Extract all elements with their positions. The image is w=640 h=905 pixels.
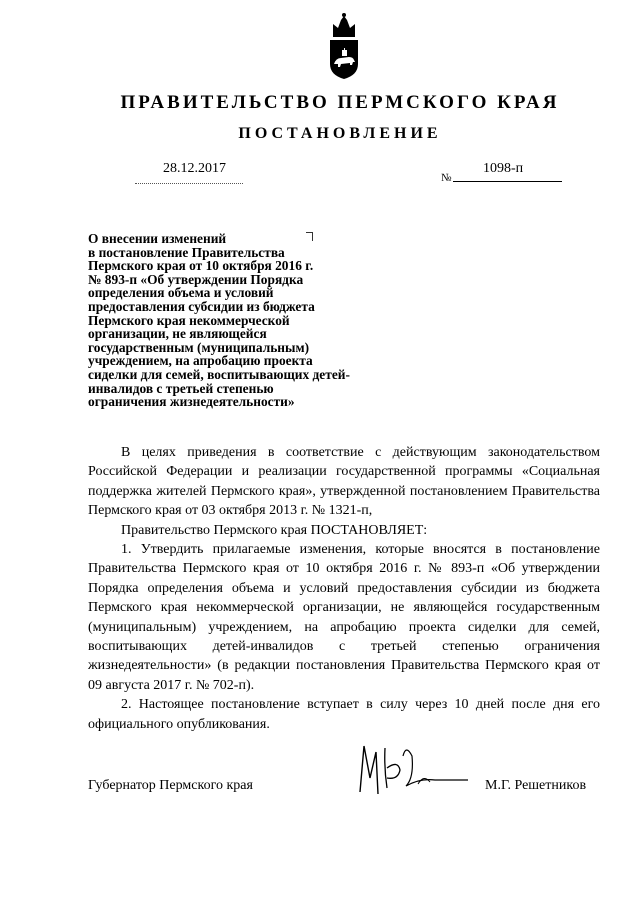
subject-line: предоставления субсидии из бюджета	[88, 298, 315, 314]
document-body	[88, 443, 600, 734]
document-date: 28.12.2017	[163, 161, 226, 176]
subject-line: сиделки для семей, воспитывающих детей-	[88, 366, 350, 382]
subject-line: организации, не являющейся	[88, 326, 267, 342]
number-underline	[453, 181, 562, 182]
signatory-position: Губернатор Пермского края	[88, 778, 253, 793]
number-sign: №	[441, 172, 452, 184]
preamble-paragraph: В целях приведения в соответствие с действующим законодательством Российской Федерации и реализации государственной программы «Социальная поддержка жителей Пермского края», утвержденной постановлением Правительства Пермского края от 03 октября 2013 г. № 1321-п,	[88, 445, 600, 519]
signatory-name: М.Г. Решетников	[485, 778, 587, 793]
subject-line: инвалидов с третьей степенью	[88, 380, 274, 396]
item-2-paragraph: 2. Настоящее постановление вступает в силу через 10 дней после дня его официального опубликования.	[88, 697, 600, 732]
subject-line: в постановление Правительства	[88, 244, 285, 260]
handwritten-signature	[340, 738, 475, 796]
decree-paragraph: Правительство Пермского края ПОСТАНОВЛЯЕТ:	[121, 522, 428, 538]
document-type: ПОСТАНОВЛЕНИЕ	[238, 125, 442, 142]
subject-line: ограничения жизнедеятельности»	[88, 394, 295, 410]
government-title: ПРАВИТЕЛЬСТВО ПЕРМСКОГО КРАЯ	[120, 92, 560, 113]
document-subject	[88, 232, 388, 409]
subject-line: определения объема и условий	[88, 285, 274, 301]
item-1-paragraph: 1. Утвердить прилагаемые изменения, которые вносятся в постановление Правительства Пермского края от 10 октября 2016 г. № 893-п «Об утверждении Порядка определения объема и условий предоставления субсидии из бюджета Пермского края некоммерческой организации, не являющейся государственным (муниципальным) учреждением, на апробацию проекта сиделки для семей, воспитывающих детей-инвалидов с третьей степенью ограничения жизнедеятельности» (в редакции постановления Правительства Пермского края от 09 августа 2017 г. № 702-п).	[88, 542, 600, 693]
subject-line: учреждением, на апробацию проекта	[88, 353, 313, 369]
subject-line: Пермского края некоммерческой	[88, 312, 290, 328]
date-underline	[135, 183, 243, 184]
subject-line: Пермского края от 10 октября 2016 г.	[88, 258, 314, 274]
subject-line: № 893-п «Об утверждении Порядка	[88, 271, 304, 287]
subject-line: государственным (муниципальным)	[88, 339, 310, 355]
subject-line: О внесении изменений	[88, 231, 227, 246]
coat-of-arms-icon	[327, 12, 361, 80]
document-number: 1098-п	[483, 161, 524, 176]
